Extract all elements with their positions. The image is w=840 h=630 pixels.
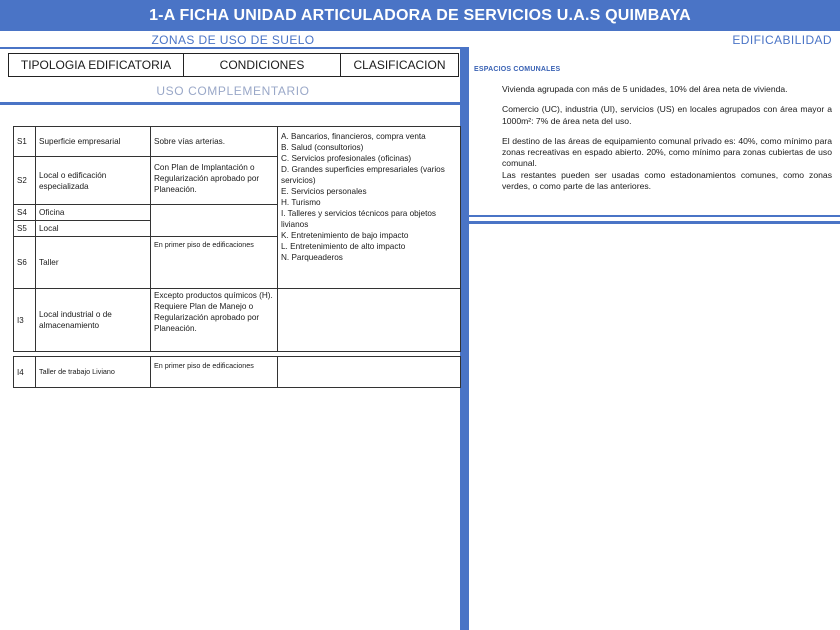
table-row-condition: Excepto productos químicos (H). Requiere Plan de Manejo o Regularización aprobado por Planeación. [150,288,278,352]
clasificacion-item: I. Talleres y servicios técnicos para objetos livianos [281,209,437,229]
clasificacion-item: B. Salud (consultorios) [281,143,364,152]
clasificacion-item: E. Servicios personales [281,187,367,196]
edif-paragraph: Comercio (UC), industria (UI), servicios (US) en locales agrupados con área mayor a 1000m²: 7% de área neta del uso. [502,104,832,126]
table-row-name: Local o edificación especializada [35,156,151,205]
edif-paragraph: El destino de las áreas de equipamiento comunal privado es: 40%, como mínimo para zonas recreativas en espado abierto. 20%, como mínimo para zonas cubiertas de uso comunal. [502,135,832,169]
table-row-code: I3 [13,288,36,352]
edificabilidad-section-label: EDIFICABILIDAD [732,33,832,47]
left-section-rule [0,47,466,49]
table-row-code: S2 [13,156,36,205]
table-row-clasificacion [277,356,461,388]
table-row-code: S4 [13,204,36,221]
right-rule-thin [469,215,840,217]
typology-header-tipologia: TIPOLOGIA EDIFICATORIA [8,53,184,77]
table-row-condition: Sobre vías arterias. [150,126,278,157]
table-row-condition: En primer piso de edificaciones [150,356,278,388]
edif-paragraph: Vivienda agrupada con más de 5 unidades, 10% del área neta de vivienda. [502,84,788,94]
table-row-code: S1 [13,126,36,157]
edif-paragraph: Las restantes pueden ser usadas como estadonamientos comunes, como zonas verdes, o como parte de las anteriores. [502,169,832,192]
zonas-section-label: ZONAS DE USO DE SUELO [151,33,315,47]
clasificacion-item: L. Entretenimiento de alto impacto [281,242,406,251]
table-row-name: Taller de trabajo Liviano [35,356,151,388]
table-row-code: I4 [13,356,36,388]
table-row-name: Taller [35,236,151,289]
table-row-condition: En primer piso de edificaciones [150,236,278,289]
edificabilidad-text [502,84,832,192]
table-row-clasificacion [277,288,461,352]
right-rule-thick [469,221,840,224]
left-blue-rule [0,102,460,105]
clasificacion-item: C. Servicios profesionales (oficinas) [281,154,412,163]
table-row-name: Oficina [35,204,151,221]
clasificacion-item: K. Entretenimiento de bajo impacto [281,231,409,240]
column-divider [460,47,469,630]
table-row-condition: Con Plan de Implantación o Regularización aprobado por Planeación. [150,156,278,205]
table-row-code: S5 [13,220,36,237]
clasificacion-item: N. Parqueaderos [281,253,343,262]
typology-header-condiciones: CONDICIONES [184,53,341,77]
table-row-code: S6 [13,236,36,289]
clasificacion-item: H. Turismo [281,198,321,207]
espacios-comunales-title: ESPACIOS COMUNALES [474,66,561,73]
table-row-name: Local industrial o de almacenamiento [35,288,151,352]
table-row-name: Superficie empresarial [35,126,151,157]
uso-complementario-label: USO COMPLEMENTARIO [156,84,310,98]
clasificacion-list [277,126,461,289]
clasificacion-item: D. Grandes superficies empresariales (varios servicios) [281,165,445,185]
table-row-name: Local [35,220,151,237]
typology-header-clasificacion: CLASIFICACION [341,53,459,77]
page-title: 1-A FICHA UNIDAD ARTICULADORA DE SERVICIOS U.A.S QUIMBAYA [0,0,840,31]
table-row-condition [150,204,278,237]
clasificacion-item: A. Bancarios, financieros, compra venta [281,132,426,141]
typology-header [8,53,459,77]
